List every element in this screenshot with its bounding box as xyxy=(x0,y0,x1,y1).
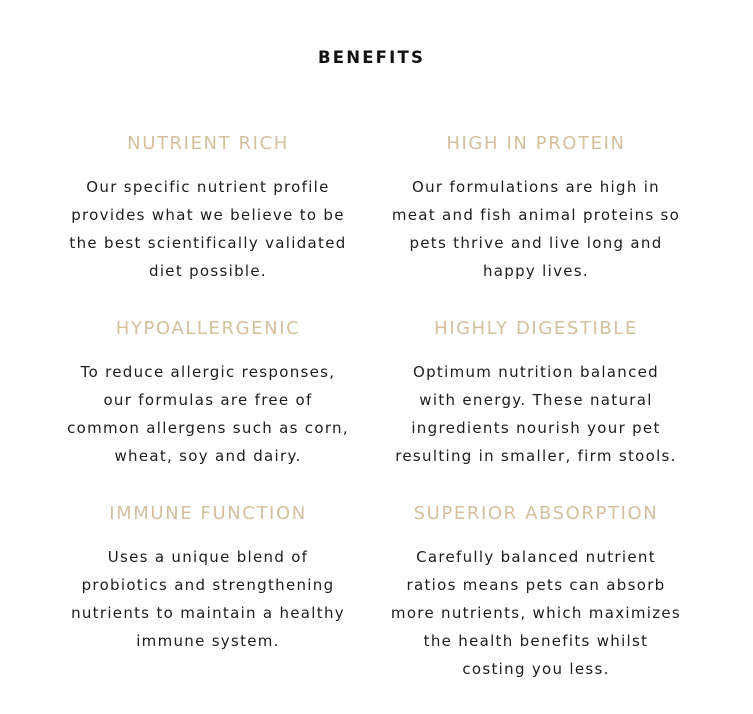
benefit-title: HYPOALLERGENIC xyxy=(115,318,301,339)
benefit-highly-digestible xyxy=(371,316,701,470)
benefit-description: To reduce allergic responses, our formulas are free of common allergens such as corn, wheat, soy and dairy. xyxy=(67,363,349,465)
benefit-description: Optimum nutrition balanced with energy. These natural ingredients nourish your pet resulting in smaller, firm stools. xyxy=(395,363,677,465)
benefit-immune-function xyxy=(43,501,373,655)
benefit-hypoallergenic xyxy=(43,316,373,470)
benefit-title: HIGHLY DIGESTIBLE xyxy=(434,318,638,339)
benefit-description: Our specific nutrient profile provides what we believe to be the best scientifically validated diet possible. xyxy=(69,178,347,280)
section-title: BENEFITS xyxy=(317,47,426,67)
benefit-superior-absorption xyxy=(371,501,701,683)
benefit-title: NUTRIENT RICH xyxy=(127,133,289,154)
benefit-title: SUPERIOR ABSORPTION xyxy=(413,503,659,524)
benefit-description: Carefully balanced nutrient ratios means pets can absorb more nutrients, which maximizes the health benefits whilst costing you less. xyxy=(390,548,682,678)
benefit-nutrient-rich xyxy=(43,131,373,285)
benefit-title: IMMUNE FUNCTION xyxy=(109,503,307,524)
benefit-description: Our formulations are high in meat and fish animal proteins so pets thrive and live long and happy lives. xyxy=(391,178,681,280)
benefit-title: HIGH IN PROTEIN xyxy=(446,133,626,154)
benefit-high-in-protein xyxy=(371,131,701,285)
benefit-description: Uses a unique blend of probiotics and strengthening nutrients to maintain a healthy immune system. xyxy=(71,548,345,650)
